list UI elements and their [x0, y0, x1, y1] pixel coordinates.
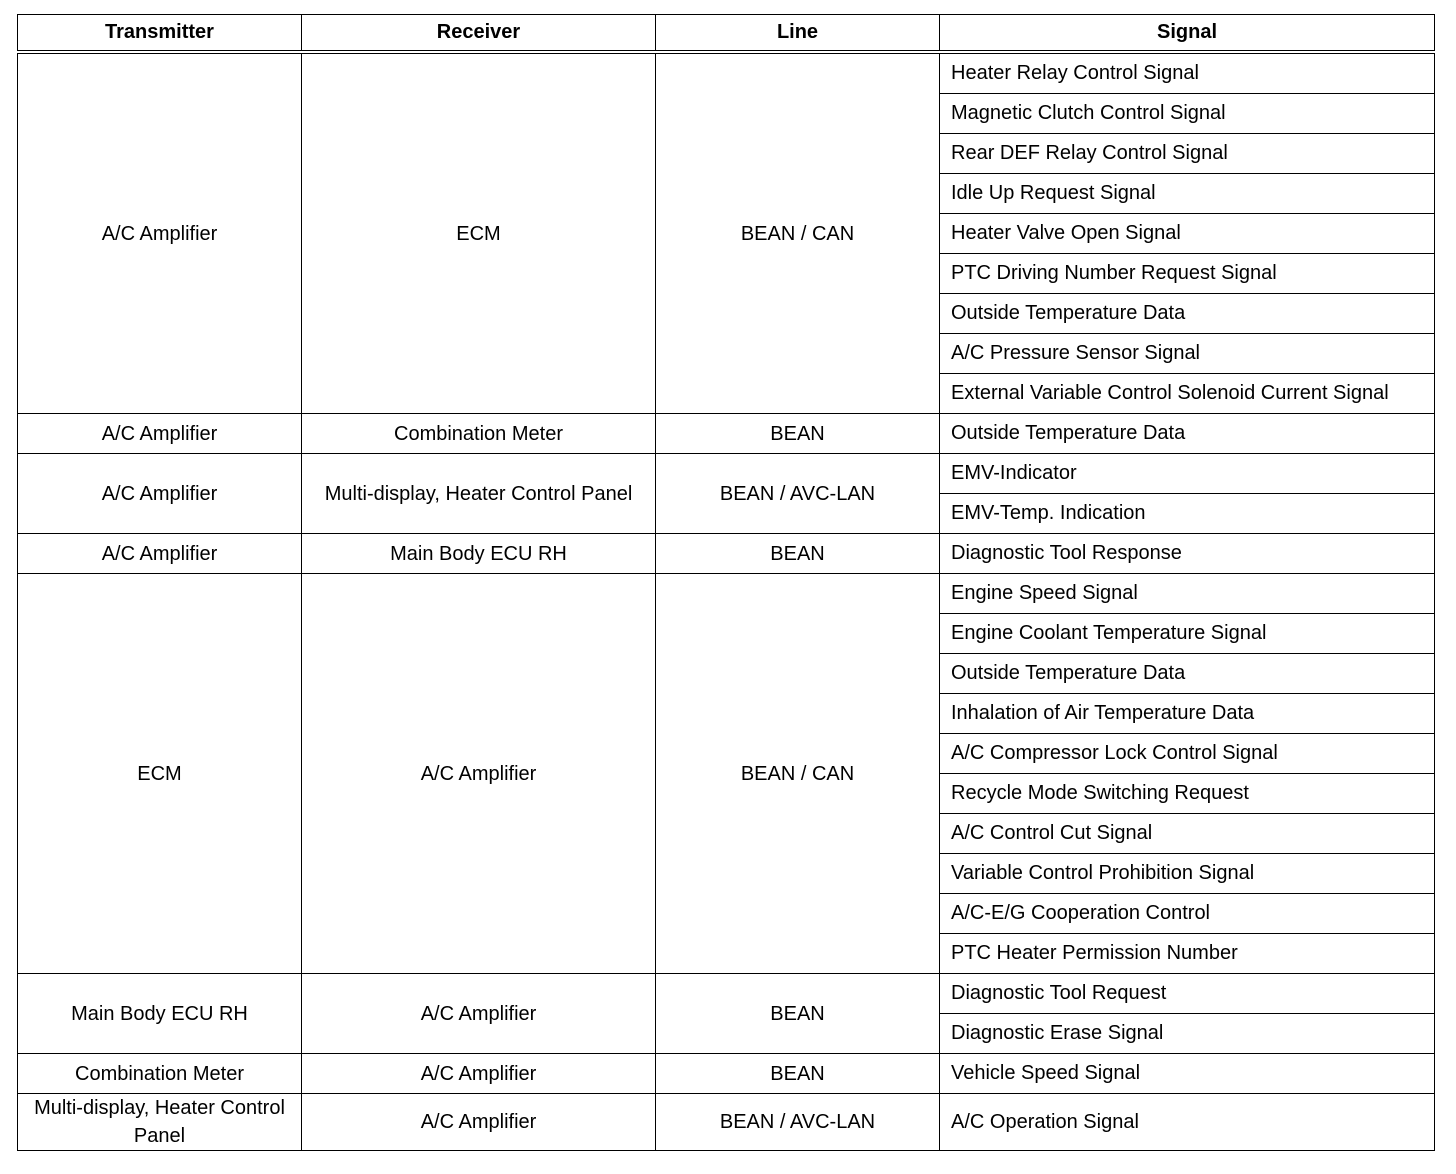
- signal-cell: EMV-Temp. Indication: [940, 494, 1435, 534]
- line-cell: BEAN: [656, 1054, 940, 1094]
- table-row: [18, 1054, 1435, 1094]
- receiver-cell: Main Body ECU RH: [302, 534, 656, 574]
- receiver-header: Receiver: [302, 15, 656, 53]
- signal-cell: Variable Control Prohibition Signal: [940, 854, 1435, 894]
- line-cell: BEAN / CAN: [656, 574, 940, 974]
- signal-cell: Diagnostic Tool Request: [940, 974, 1435, 1014]
- transmitter-cell: ECM: [18, 574, 302, 974]
- signal-cell: Engine Coolant Temperature Signal: [940, 614, 1435, 654]
- receiver-cell: Multi-display, Heater Control Panel: [302, 454, 656, 534]
- signal-header: Signal: [940, 15, 1435, 53]
- receiver-cell: A/C Amplifier: [302, 974, 656, 1054]
- transmitter-cell: Main Body ECU RH: [18, 974, 302, 1054]
- signal-cell: Outside Temperature Data: [940, 654, 1435, 694]
- line-cell: BEAN / AVC-LAN: [656, 1094, 940, 1151]
- signal-cell: Recycle Mode Switching Request: [940, 774, 1435, 814]
- transmitter-cell: A/C Amplifier: [18, 454, 302, 534]
- signal-cell: A/C Pressure Sensor Signal: [940, 334, 1435, 374]
- transmitter-header: Transmitter: [18, 15, 302, 53]
- header-row: [18, 15, 1435, 53]
- signal-cell: Heater Valve Open Signal: [940, 214, 1435, 254]
- receiver-cell: A/C Amplifier: [302, 1054, 656, 1094]
- signal-cell: A/C-E/G Cooperation Control: [940, 894, 1435, 934]
- line-cell: BEAN / CAN: [656, 52, 940, 414]
- transmitter-cell: A/C Amplifier: [18, 414, 302, 454]
- signal-cell: Outside Temperature Data: [940, 414, 1435, 454]
- signal-cell: PTC Heater Permission Number: [940, 934, 1435, 974]
- signal-cell: A/C Control Cut Signal: [940, 814, 1435, 854]
- receiver-cell: ECM: [302, 52, 656, 414]
- signal-cell: Outside Temperature Data: [940, 294, 1435, 334]
- transmitter-cell: Multi-display, Heater Control Panel: [18, 1094, 302, 1151]
- table-row: [18, 1094, 1435, 1151]
- communication-table: [17, 14, 1435, 1151]
- signal-cell: Idle Up Request Signal: [940, 174, 1435, 214]
- signal-cell: Engine Speed Signal: [940, 574, 1435, 614]
- receiver-cell: A/C Amplifier: [302, 1094, 656, 1151]
- signal-cell: A/C Compressor Lock Control Signal: [940, 734, 1435, 774]
- table-row: [18, 52, 1435, 94]
- signal-cell: Heater Relay Control Signal: [940, 52, 1435, 94]
- line-cell: BEAN: [656, 414, 940, 454]
- table-row: [18, 454, 1435, 494]
- signal-cell: Magnetic Clutch Control Signal: [940, 94, 1435, 134]
- signal-cell: A/C Operation Signal: [940, 1094, 1435, 1151]
- table-row: [18, 574, 1435, 614]
- signal-cell: Diagnostic Tool Response: [940, 534, 1435, 574]
- signal-cell: Vehicle Speed Signal: [940, 1054, 1435, 1094]
- signal-cell: Diagnostic Erase Signal: [940, 1014, 1435, 1054]
- signal-cell: External Variable Control Solenoid Current Signal: [940, 374, 1435, 414]
- line-header: Line: [656, 15, 940, 53]
- signal-cell: PTC Driving Number Request Signal: [940, 254, 1435, 294]
- signal-cell: Inhalation of Air Temperature Data: [940, 694, 1435, 734]
- signal-cell: EMV-Indicator: [940, 454, 1435, 494]
- table-body: [18, 52, 1435, 1151]
- line-cell: BEAN / AVC-LAN: [656, 454, 940, 534]
- receiver-cell: Combination Meter: [302, 414, 656, 454]
- line-cell: BEAN: [656, 974, 940, 1054]
- transmitter-cell: A/C Amplifier: [18, 534, 302, 574]
- table-row: [18, 414, 1435, 454]
- line-cell: BEAN: [656, 534, 940, 574]
- table-row: [18, 974, 1435, 1014]
- transmitter-cell: A/C Amplifier: [18, 52, 302, 414]
- signal-cell: Rear DEF Relay Control Signal: [940, 134, 1435, 174]
- transmitter-cell: Combination Meter: [18, 1054, 302, 1094]
- table-row: [18, 534, 1435, 574]
- receiver-cell: A/C Amplifier: [302, 574, 656, 974]
